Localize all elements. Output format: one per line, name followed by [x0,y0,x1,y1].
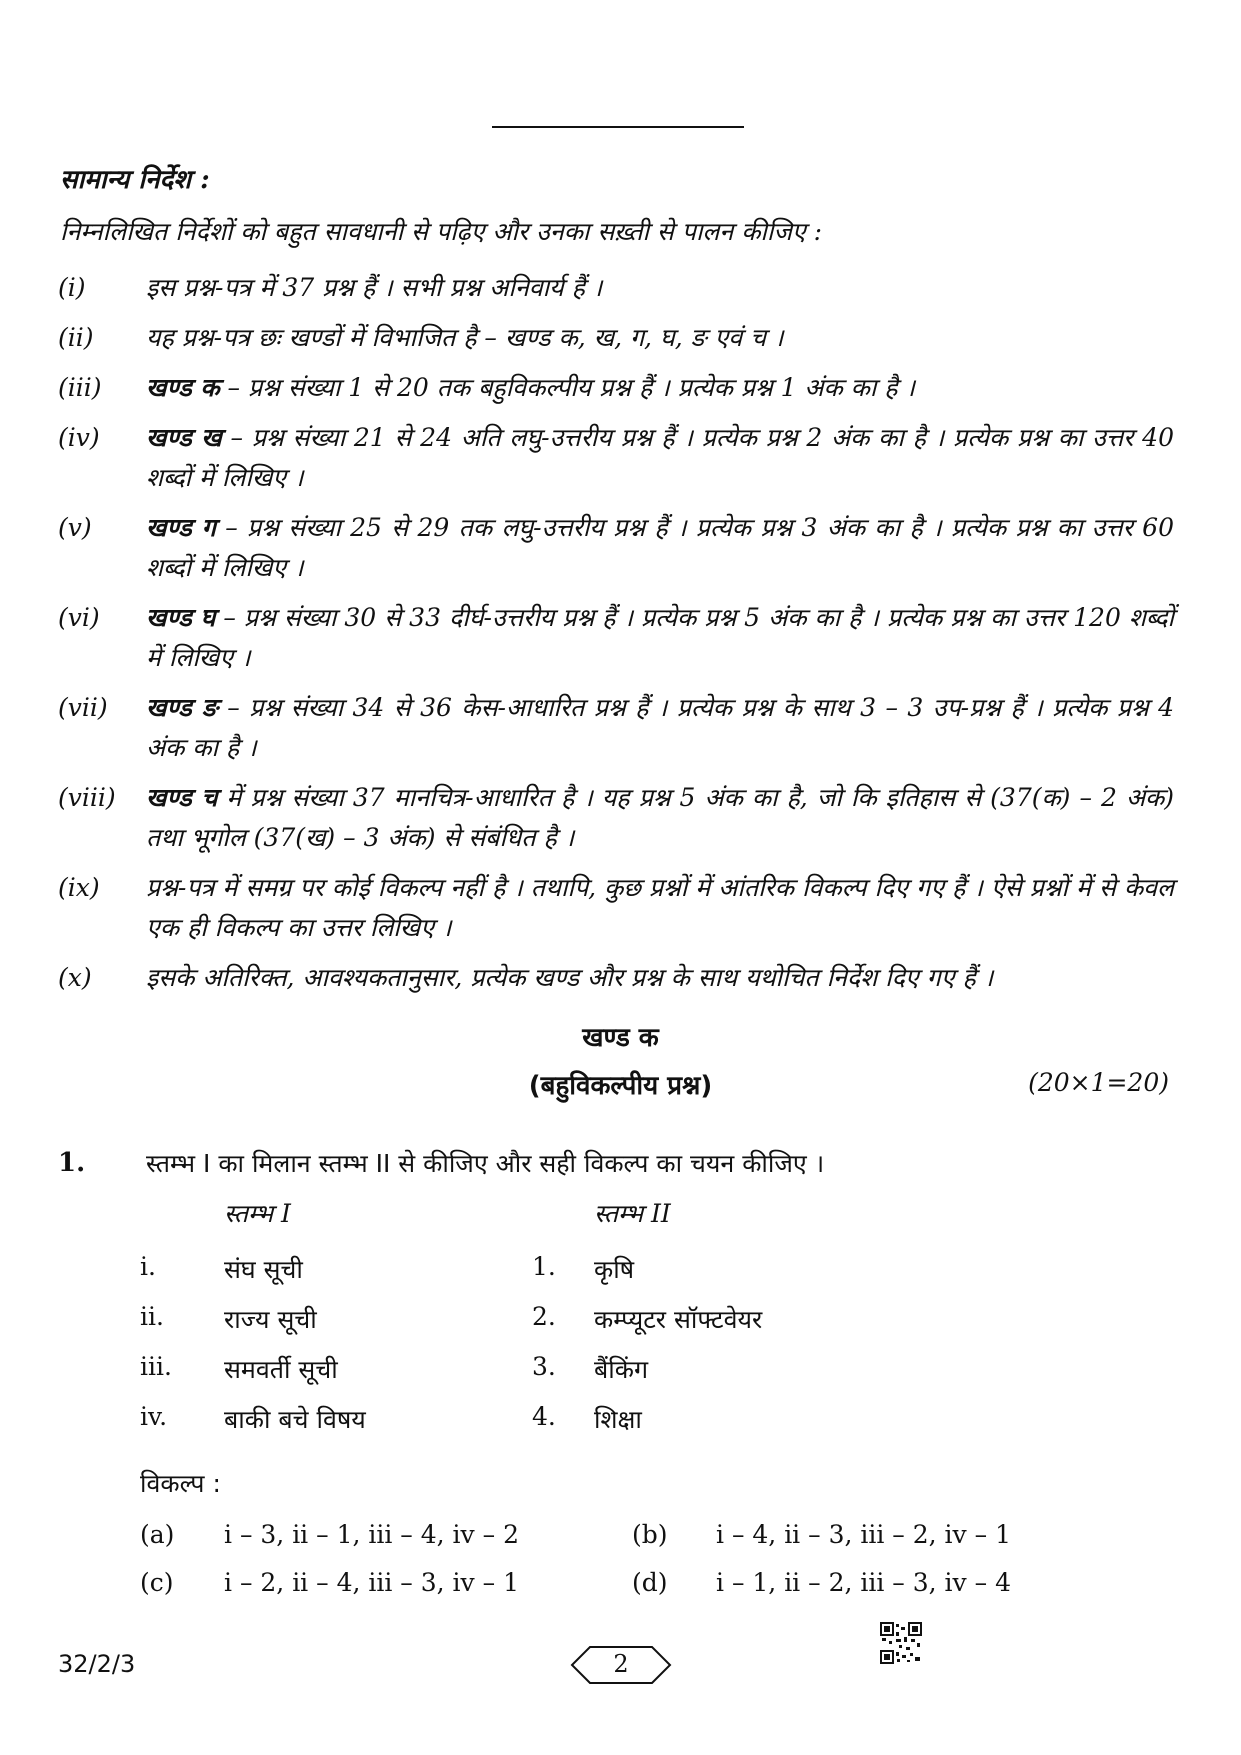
instruction-text: खण्ड घ – प्रश्न संख्या 30 से 33 दीर्घ-उत्तरीय प्रश्न हैं । प्रत्येक प्रश्न 5 अंक का है । प्रत्येक प्रश्न का उत्तर 120 शब्दों में लिखिए । [146,603,1174,672]
row-roman-label: ii. [140,1302,164,1331]
instruction-text: खण्ड ग – प्रश्न संख्या 25 से 29 तक लघु-उत्तरीय प्रश्न हैं । प्रत्येक प्रश्न 3 अंक का है । प्रत्येक प्रश्न का उत्तर 60 शब्दों में लिखिए । [146,513,1174,582]
option-label: (a) [140,1520,175,1549]
instruction-text: खण्ड ङ – प्रश्न संख्या 34 से 36 केस-आधारित प्रश्न हैं । प्रत्येक प्रश्न के साथ 3 – 3 उप-प्रश्न हैं । प्रत्येक प्रश्न 4 अंक का है । [146,693,1174,762]
option-label: (b) [632,1520,668,1549]
row-roman-label: iii. [140,1352,172,1381]
match-row [0,1352,1241,1392]
row-number-label: 4. [532,1402,556,1431]
instruction-item [58,598,1174,678]
instruction-number: (v) [58,513,92,542]
column-2-item: कम्प्यूटर सॉफ्टवेयर [594,1305,763,1334]
column-1-item: बाकी बचे विषय [224,1405,366,1434]
instruction-number: (vi) [58,603,100,632]
match-row [0,1402,1241,1442]
match-row [0,1302,1241,1342]
section-title: खण्ड क [582,1023,659,1053]
row-roman-label: i. [140,1252,156,1281]
instruction-item [58,868,1174,948]
instruction-number: (viii) [58,783,116,812]
row-roman-label: iv. [140,1402,168,1431]
row-number-label: 3. [532,1352,556,1381]
column-2-item: शिक्षा [594,1405,642,1434]
instruction-item [58,268,1174,308]
instruction-number: (iii) [58,373,102,402]
section-marks: (20×1=20) [1028,1068,1169,1097]
top-rule [492,126,744,128]
row-number-label: 1. [532,1252,556,1281]
instruction-item [58,418,1174,498]
column-2-heading: स्तम्भ II [594,1199,671,1228]
option-text: i – 4, ii – 3, iii – 2, iv – 1 [716,1520,1011,1549]
instruction-text: खण्ड क – प्रश्न संख्या 1 से 20 तक बहुविकल्पीय प्रश्न हैं । प्रत्येक प्रश्न 1 अंक का है । [146,373,916,402]
instruction-text: खण्ड ख – प्रश्न संख्या 21 से 24 अति लघु-उत्तरीय प्रश्न हैं । प्रत्येक प्रश्न 2 अंक का है । प्रत्येक प्रश्न का उत्तर 40 शब्दों में लिखिए । [146,423,1174,492]
instructions-intro: निम्नलिखित निर्देशों को बहुत सावधानी से पढ़िए और उनका सख़्ती से पालन कीजिए : [60,217,823,246]
instruction-item [58,958,1174,998]
instruction-text: इस प्रश्न-पत्र में 37 प्रश्न हैं । सभी प्रश्न अनिवार्य हैं । [146,273,603,302]
instruction-text: इसके अतिरिक्त, आवश्यकतानुसार, प्रत्येक खण्ड और प्रश्न के साथ यथोचित निर्देश दिए गए हैं । [146,963,994,992]
option-text: i – 3, ii – 1, iii – 4, iv – 2 [224,1520,519,1549]
instruction-number: (ix) [58,873,100,902]
column-1-item: संघ सूची [224,1255,303,1284]
question-text: स्तम्भ I का मिलान स्तम्भ II से कीजिए और सही विकल्प का चयन कीजिए । [146,1149,825,1178]
qr-code-icon [880,1622,922,1668]
instructions-list [58,268,1174,1008]
instruction-number: (vii) [58,693,108,722]
question-number: 1. [58,1148,86,1178]
page-number-badge [568,1644,674,1690]
section-subtitle: (बहुविकल्पीय प्रश्न) [528,1071,713,1101]
page-number: 2 [613,1650,629,1678]
instruction-text: यह प्रश्न-पत्र छः खण्डों में विभाजित है – खण्ड क, ख, ग, घ, ङ एवं च । [146,323,784,352]
option-label: (c) [140,1568,174,1597]
instruction-number: (iv) [58,423,100,452]
instruction-item [58,778,1174,858]
instruction-number: (x) [58,963,92,992]
instruction-item [58,688,1174,768]
instruction-item [58,368,1174,408]
instruction-item [58,508,1174,588]
instruction-number: (i) [58,273,86,302]
option-label: (d) [632,1568,668,1597]
instruction-text: प्रश्न-पत्र में समग्र पर कोई विकल्प नहीं है । तथापि, कुछ प्रश्नों में आंतरिक विकल्प दिए गए हैं । ऐसे प्रश्नों में से केवल एक ही विकल्प का उत्तर लिखिए । [146,873,1174,942]
option-text: i – 1, ii – 2, iii – 3, iv – 4 [716,1568,1011,1597]
column-1-item: समवर्ती सूची [224,1355,338,1384]
row-number-label: 2. [532,1302,556,1331]
instruction-number: (ii) [58,323,94,352]
match-row [0,1252,1241,1292]
instruction-item [58,318,1174,358]
instruction-text: खण्ड च में प्रश्न संख्या 37 मानचित्र-आधारित है । यह प्रश्न 5 अंक का है, जो कि इतिहास से (37(क) – 2 अंक) तथा भूगोल (37(ख) – 3 अंक) से संबंधित है । [146,783,1174,852]
column-1-item: राज्य सूची [224,1305,317,1334]
column-2-item: कृषि [594,1255,635,1284]
column-1-heading: स्तम्भ I [224,1199,291,1228]
option-text: i – 2, ii – 4, iii – 3, iv – 1 [224,1568,519,1597]
column-2-item: बैंकिंग [594,1355,649,1384]
general-instructions-heading: सामान्य निर्देश : [60,165,210,195]
options-label: विकल्प : [140,1469,221,1498]
paper-code: 32/2/3 [58,1650,136,1678]
